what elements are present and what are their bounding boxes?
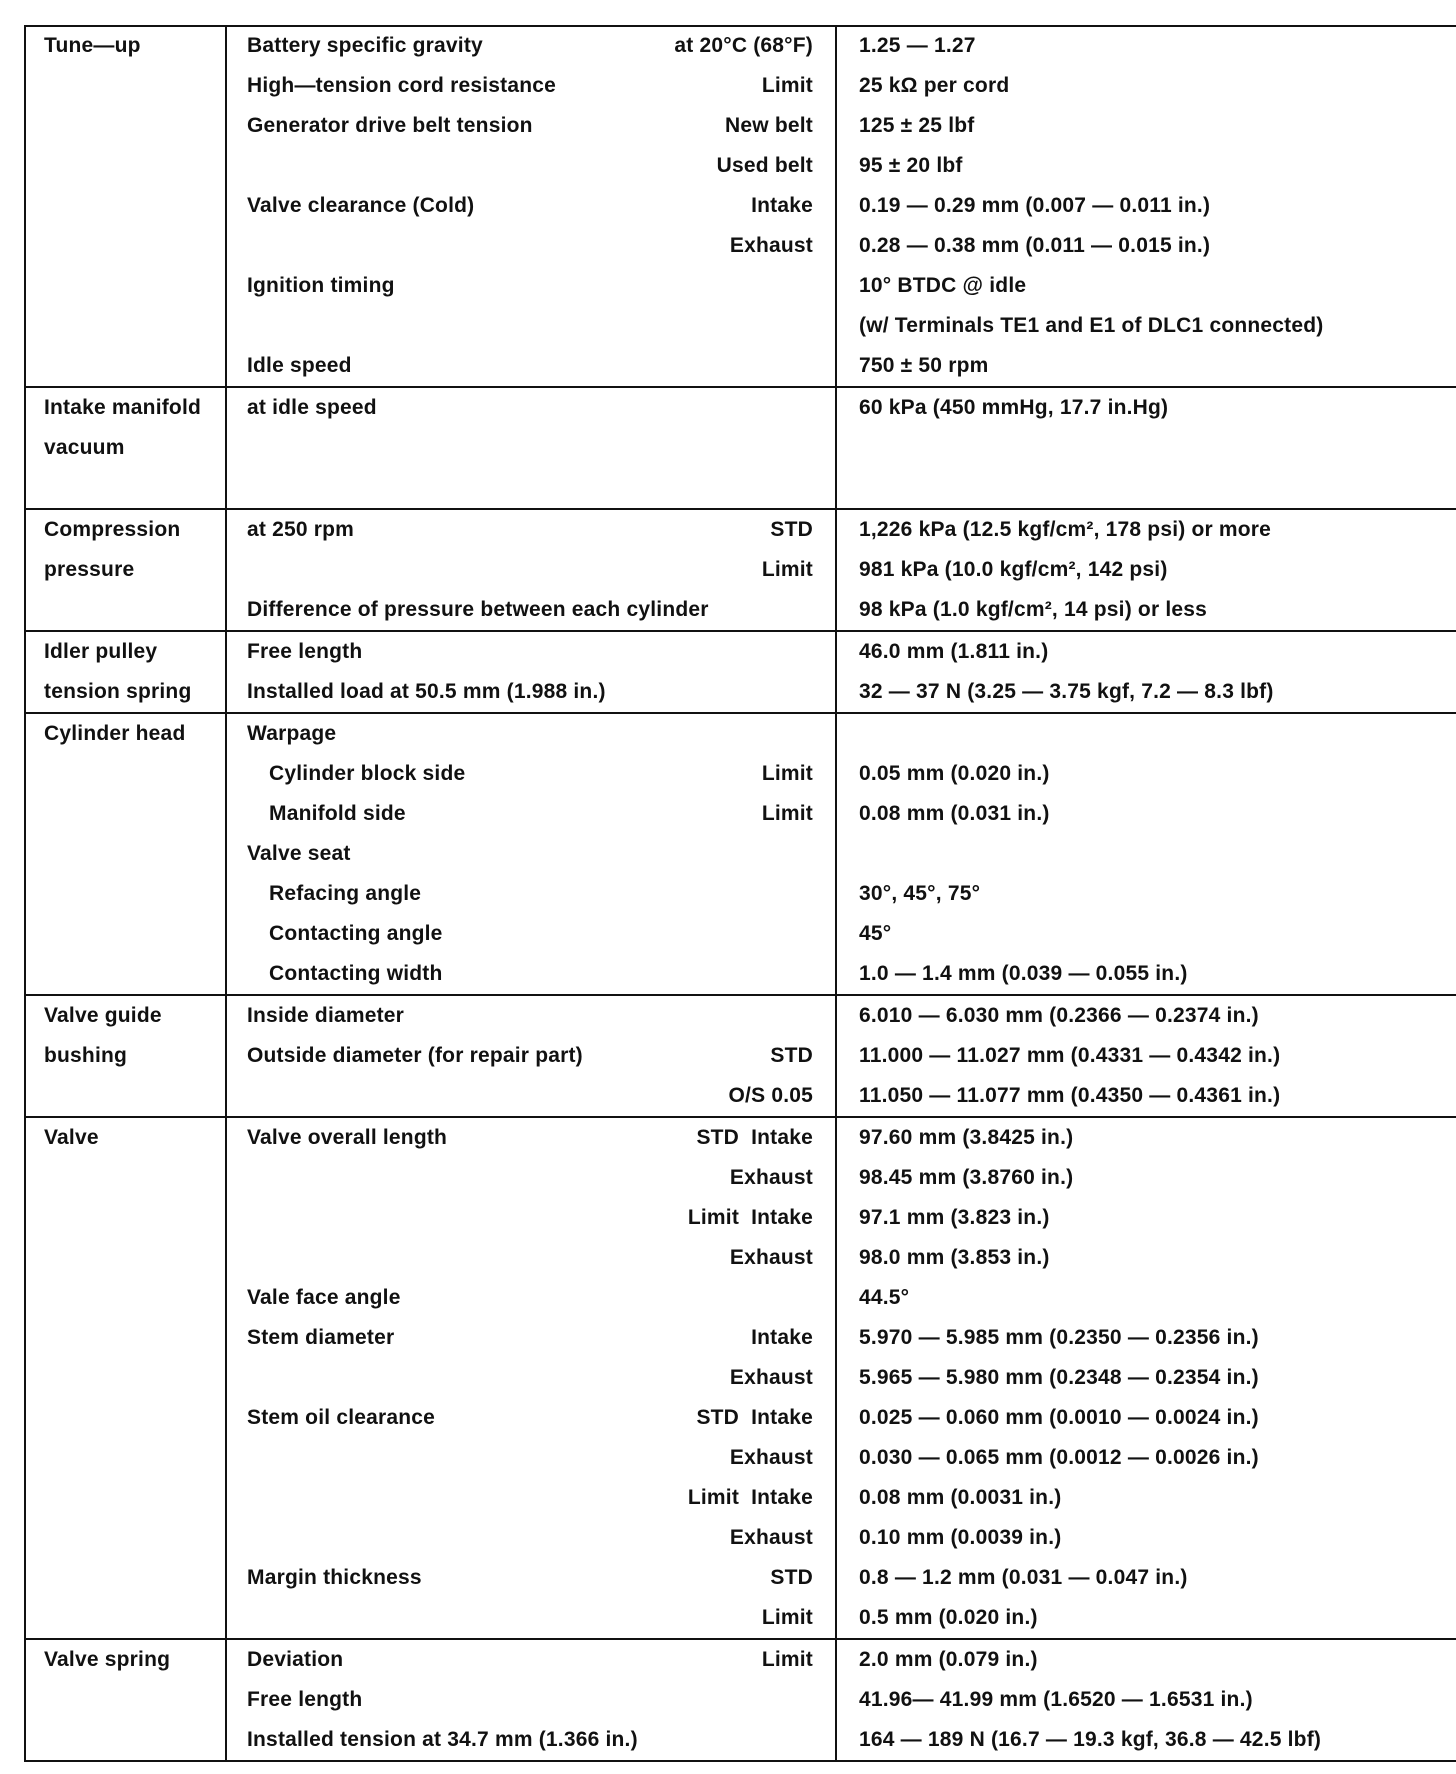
spec-line: [227, 306, 835, 346]
spec-value: 981 kPa (10.0 kgf/cm², 142 psi): [859, 558, 1168, 581]
spec-condition: [813, 590, 835, 630]
spec-line: [227, 66, 835, 106]
spec-item-label: [227, 428, 813, 468]
spec-line: [227, 754, 835, 794]
section-name: Valve: [44, 1126, 99, 1149]
spec-item-label: Installed load at 50.5 mm (1.988 in.): [247, 680, 606, 703]
spec-value-line: [837, 146, 1456, 186]
spec-condition: Limit: [761, 762, 813, 785]
spec-line: [227, 590, 835, 630]
spec-condition: Limit: [761, 1606, 813, 1629]
spec-value-line: [837, 1598, 1456, 1638]
spec-line: [227, 186, 835, 226]
spec-value: 11.000 — 11.027 mm (0.4331 — 0.4342 in.): [859, 1044, 1281, 1067]
spec-group: [25, 509, 1456, 631]
spec-value-line: [837, 388, 1456, 428]
spec-value: 32 — 37 N (3.25 — 3.75 kgf, 7.2 — 8.3 lbf): [859, 680, 1274, 703]
spec-value: 1.0 — 1.4 mm (0.039 — 0.055 in.): [859, 962, 1188, 985]
spec-value: 164 — 189 N (16.7 — 19.3 kgf, 36.8 — 42.5 lbf): [859, 1728, 1322, 1751]
spec-condition: Exhaust: [729, 1366, 813, 1389]
spec-value: 41.96— 41.99 mm (1.6520 — 1.6531 in.): [859, 1688, 1253, 1711]
section-cell: [25, 1639, 226, 1761]
spec-item-label: [227, 1238, 730, 1278]
spec-line: [227, 146, 835, 186]
spec-value: 98.45 mm (3.8760 in.): [859, 1166, 1074, 1189]
spec-item-label: Deviation: [247, 1648, 344, 1671]
spec-line: [227, 26, 835, 66]
spec-value-line: [837, 1158, 1456, 1198]
spec-item-label: at 250 rpm: [247, 518, 355, 541]
spec-value: 97.1 mm (3.823 in.): [859, 1206, 1050, 1229]
spec-line: [227, 1118, 835, 1158]
spec-group: [25, 26, 1456, 387]
spec-value: 1,226 kPa (12.5 kgf/cm², 178 psi) or more: [859, 518, 1272, 541]
spec-condition: [813, 266, 835, 306]
section-cell: [25, 995, 226, 1117]
spec-line: [227, 106, 835, 146]
spec-value-line: [837, 1076, 1456, 1116]
spec-condition: [813, 914, 835, 954]
spec-value: 5.970 — 5.985 mm (0.2350 — 0.2356 in.): [859, 1326, 1259, 1349]
spec-value-line: [837, 306, 1456, 346]
spec-value-line: [837, 1358, 1456, 1398]
spec-value: 5.965 — 5.980 mm (0.2348 — 0.2354 in.): [859, 1366, 1259, 1389]
spec-value-line: [837, 1278, 1456, 1318]
spec-value-line: [837, 428, 1456, 468]
spec-line: [227, 550, 835, 590]
section-cell: [25, 509, 226, 631]
spec-group: [25, 387, 1456, 509]
value-cell: [836, 995, 1456, 1117]
spec-line: [227, 874, 835, 914]
spec-condition: STD: [770, 1044, 813, 1067]
spec-value: 97.60 mm (3.8425 in.): [859, 1126, 1074, 1149]
spec-value-line: [837, 1198, 1456, 1238]
spec-condition: [813, 1278, 835, 1318]
spec-value-line: [837, 1640, 1456, 1680]
spec-value-line: [837, 1478, 1456, 1518]
spec-line: [227, 1598, 835, 1638]
spec-line: [227, 834, 835, 874]
spec-value-line: [837, 186, 1456, 226]
item-cell: [226, 1117, 836, 1639]
spec-group: [25, 1117, 1456, 1639]
spec-value-line: [837, 914, 1456, 954]
spec-value-line: [837, 66, 1456, 106]
spec-item-label: Contacting width: [269, 962, 443, 985]
spec-item-label: Outside diameter (for repair part): [247, 1044, 583, 1067]
spec-value-line: [837, 996, 1456, 1036]
spec-condition: Limit: [761, 74, 813, 97]
item-cell: [226, 509, 836, 631]
spec-value: [837, 428, 859, 468]
spec-condition: O/S 0.05: [728, 1084, 813, 1107]
spec-item-label: Margin thickness: [247, 1566, 422, 1589]
spec-item-label: Ignition timing: [247, 274, 395, 297]
spec-value: 25 kΩ per cord: [859, 74, 1010, 97]
section-name: Cylinder head: [44, 722, 186, 745]
spec-value: 10° BTDC @ idle: [859, 274, 1027, 297]
spec-value: 0.28 — 0.38 mm (0.011 — 0.015 in.): [859, 234, 1211, 257]
spec-line: [227, 1398, 835, 1438]
spec-condition: Intake: [751, 194, 813, 217]
spec-value-line: [837, 26, 1456, 66]
value-cell: [836, 1117, 1456, 1639]
section-cell: [25, 713, 226, 995]
spec-item-label: Valve seat: [247, 842, 351, 865]
spec-value-line: [837, 510, 1456, 550]
spec-line: [227, 1358, 835, 1398]
value-cell: [836, 631, 1456, 713]
spec-condition: STD Intake: [696, 1406, 813, 1429]
spec-value-line: [837, 1720, 1456, 1760]
spec-group: [25, 713, 1456, 995]
spec-value: 0.08 mm (0.0031 in.): [859, 1486, 1062, 1509]
spec-value: 0.025 — 0.060 mm (0.0010 — 0.0024 in.): [859, 1406, 1259, 1429]
spec-condition: Exhaust: [729, 234, 813, 257]
spec-item-label: Free length: [247, 640, 363, 663]
spec-value: 0.030 — 0.065 mm (0.0012 — 0.0026 in.): [859, 1446, 1259, 1469]
spec-condition: [813, 1720, 835, 1760]
spec-condition: [813, 388, 835, 428]
spec-condition: New belt: [725, 114, 813, 137]
spec-group: [25, 995, 1456, 1117]
spec-value-line: [837, 1118, 1456, 1158]
spec-condition: at 20°C (68°F): [674, 34, 813, 57]
spec-line: [227, 1036, 835, 1076]
item-cell: [226, 26, 836, 387]
spec-value-line: [837, 1680, 1456, 1720]
spec-condition: STD: [770, 1566, 813, 1589]
spec-line: [227, 794, 835, 834]
spec-value-line: [837, 468, 1456, 508]
section-name: Intake manifold vacuum: [44, 396, 202, 459]
spec-item-label: [227, 1478, 688, 1518]
spec-value-line: [837, 834, 1456, 874]
spec-value: 0.10 mm (0.0039 in.): [859, 1526, 1062, 1549]
spec-item-label: [227, 468, 813, 508]
value-cell: [836, 387, 1456, 509]
spec-condition: [813, 428, 835, 468]
spec-condition: STD Intake: [696, 1126, 813, 1149]
spec-condition: Used belt: [716, 154, 813, 177]
spec-value: 0.8 — 1.2 mm (0.031 — 0.047 in.): [859, 1566, 1188, 1589]
item-cell: [226, 713, 836, 995]
spec-item-label: [227, 1198, 688, 1238]
spec-item-label: Generator drive belt tension: [247, 114, 533, 137]
spec-value-line: [837, 550, 1456, 590]
spec-item-label: Refacing angle: [269, 882, 422, 905]
spec-value: [837, 714, 859, 754]
spec-item-label: Valve overall length: [247, 1126, 448, 1149]
spec-value: 45°: [859, 922, 892, 945]
spec-item-label: Warpage: [247, 722, 337, 745]
spec-value: 30°, 45°, 75°: [859, 882, 981, 905]
spec-value-line: [837, 954, 1456, 994]
spec-line: [227, 1478, 835, 1518]
spec-value-line: [837, 794, 1456, 834]
spec-value-line: [837, 1438, 1456, 1478]
section-cell: [25, 387, 226, 509]
spec-item-label: Vale face angle: [247, 1286, 401, 1309]
value-cell: [836, 26, 1456, 387]
value-cell: [836, 713, 1456, 995]
spec-line: [227, 914, 835, 954]
spec-value: 0.5 mm (0.020 in.): [859, 1606, 1038, 1629]
spec-value: [837, 834, 859, 874]
spec-condition: [813, 954, 835, 994]
spec-line: [227, 1438, 835, 1478]
spec-line: [227, 954, 835, 994]
spec-value-line: [837, 590, 1456, 630]
spec-item-label: High—tension cord resistance: [247, 74, 557, 97]
spec-condition: Exhaust: [729, 1526, 813, 1549]
spec-line: [227, 714, 835, 754]
spec-item-label: [227, 1598, 762, 1638]
item-cell: [226, 631, 836, 713]
spec-value-line: [837, 1238, 1456, 1278]
spec-item-label: Difference of pressure between each cylinder: [247, 598, 709, 621]
spec-condition: [813, 834, 835, 874]
spec-line: [227, 1198, 835, 1238]
spec-line: [227, 266, 835, 306]
spec-item-label: Inside diameter: [247, 1004, 405, 1027]
spec-line: [227, 1720, 835, 1760]
spec-item-label: Contacting angle: [269, 922, 443, 945]
spec-value: 60 kPa (450 mmHg, 17.7 in.Hg): [859, 396, 1169, 419]
spec-value: 44.5°: [859, 1286, 910, 1309]
section-name: Compression pressure: [44, 518, 181, 581]
section-name: Idler pulley tension spring: [44, 640, 192, 703]
spec-value-line: [837, 754, 1456, 794]
section-name: Valve guide bushing: [44, 1004, 162, 1067]
spec-item-label: Idle speed: [247, 354, 352, 377]
spec-value: 0.08 mm (0.031 in.): [859, 802, 1050, 825]
spec-condition: [813, 714, 835, 754]
section-cell: [25, 631, 226, 713]
spec-line: [227, 632, 835, 672]
spec-value-line: [837, 1518, 1456, 1558]
spec-item-label: [227, 1518, 730, 1558]
value-cell: [836, 1639, 1456, 1761]
spec-value: 1.25 — 1.27: [859, 34, 976, 57]
spec-value: 125 ± 25 lbf: [859, 114, 975, 137]
spec-value-line: [837, 1036, 1456, 1076]
spec-line: [227, 1238, 835, 1278]
spec-condition: [813, 874, 835, 914]
spec-line: [227, 1680, 835, 1720]
spec-item-label: [227, 226, 730, 266]
spec-line: [227, 388, 835, 428]
spec-value: 0.19 — 0.29 mm (0.007 — 0.011 in.): [859, 194, 1211, 217]
spec-value-line: [837, 1558, 1456, 1598]
spec-condition: [813, 468, 835, 508]
spec-condition: [813, 632, 835, 672]
spec-line: [227, 1278, 835, 1318]
spec-line: [227, 1518, 835, 1558]
section-cell: [25, 1117, 226, 1639]
spec-line: [227, 1076, 835, 1116]
spec-line: [227, 1558, 835, 1598]
spec-value: 46.0 mm (1.811 in.): [859, 640, 1049, 663]
spec-group: [25, 631, 1456, 713]
spec-value: [837, 468, 859, 508]
spec-value: 2.0 mm (0.079 in.): [859, 1648, 1038, 1671]
spec-value-line: [837, 672, 1456, 712]
spec-line: [227, 346, 835, 386]
spec-condition: Limit: [761, 558, 813, 581]
spec-table-body: [25, 26, 1456, 1761]
spec-line: [227, 428, 835, 468]
spec-item-label: [227, 1438, 730, 1478]
spec-condition: [813, 306, 835, 346]
item-cell: [226, 387, 836, 509]
spec-condition: STD: [770, 518, 813, 541]
spec-item-label: Manifold side: [269, 802, 406, 825]
spec-condition: [813, 672, 835, 712]
spec-item-label: at idle speed: [247, 396, 377, 419]
spec-value: 98.0 mm (3.853 in.): [859, 1246, 1050, 1269]
spec-item-label: Battery specific gravity: [247, 34, 483, 57]
spec-condition: Limit Intake: [687, 1206, 813, 1229]
value-cell: [836, 509, 1456, 631]
spec-line: [227, 226, 835, 266]
spec-condition: Limit: [761, 802, 813, 825]
spec-line: [227, 996, 835, 1036]
spec-value-line: [837, 226, 1456, 266]
spec-item-label: [227, 1076, 729, 1116]
spec-value-line: [837, 1398, 1456, 1438]
spec-line: [227, 468, 835, 508]
item-cell: [226, 1639, 836, 1761]
spec-item-label: Free length: [247, 1688, 363, 1711]
spec-item-label: Cylinder block side: [269, 762, 466, 785]
spec-value-line: [837, 266, 1456, 306]
section-cell: [25, 26, 226, 387]
spec-item-label: [227, 306, 813, 346]
spec-item-label: [227, 1358, 730, 1398]
spec-value: 0.05 mm (0.020 in.): [859, 762, 1050, 785]
spec-item-label: [227, 550, 762, 590]
section-name: Tune—up: [44, 34, 141, 57]
spec-value: 11.050 — 11.077 mm (0.4350 — 0.4361 in.): [859, 1084, 1281, 1107]
spec-condition: Intake: [751, 1326, 813, 1349]
spec-value-line: [837, 874, 1456, 914]
spec-value-line: [837, 632, 1456, 672]
spec-item-label: Installed tension at 34.7 mm (1.366 in.): [247, 1728, 638, 1751]
spec-value: 95 ± 20 lbf: [859, 154, 963, 177]
section-name: Valve spring: [44, 1648, 171, 1671]
spec-item-label: [227, 146, 717, 186]
spec-value-line: [837, 106, 1456, 146]
spec-value: 750 ± 50 rpm: [859, 354, 989, 377]
spec-condition: Limit: [761, 1648, 813, 1671]
spec-condition: Exhaust: [729, 1166, 813, 1189]
spec-item-label: [227, 1158, 730, 1198]
spec-condition: [813, 996, 835, 1036]
spec-item-label: Valve clearance (Cold): [247, 194, 475, 217]
spec-condition: Exhaust: [729, 1446, 813, 1469]
spec-line: [227, 1640, 835, 1680]
spec-line: [227, 1318, 835, 1358]
spec-group: [25, 1639, 1456, 1761]
spec-value: (w/ Terminals TE1 and E1 of DLC1 connected): [859, 314, 1324, 337]
spec-value-line: [837, 714, 1456, 754]
spec-condition: [813, 1680, 835, 1720]
spec-value-line: [837, 346, 1456, 386]
item-cell: [226, 995, 836, 1117]
spec-value: 98 kPa (1.0 kgf/cm², 14 psi) or less: [859, 598, 1208, 621]
spec-condition: Limit Intake: [687, 1486, 813, 1509]
spec-line: [227, 672, 835, 712]
service-specifications-table: [24, 26, 1456, 1762]
spec-value: 6.010 — 6.030 mm (0.2366 — 0.2374 in.): [859, 1004, 1259, 1027]
spec-condition: [813, 346, 835, 386]
spec-line: [227, 510, 835, 550]
spec-condition: Exhaust: [729, 1246, 813, 1269]
spec-item-label: Stem diameter: [247, 1326, 395, 1349]
spec-line: [227, 1158, 835, 1198]
spec-value-line: [837, 1318, 1456, 1358]
spec-item-label: Stem oil clearance: [247, 1406, 436, 1429]
